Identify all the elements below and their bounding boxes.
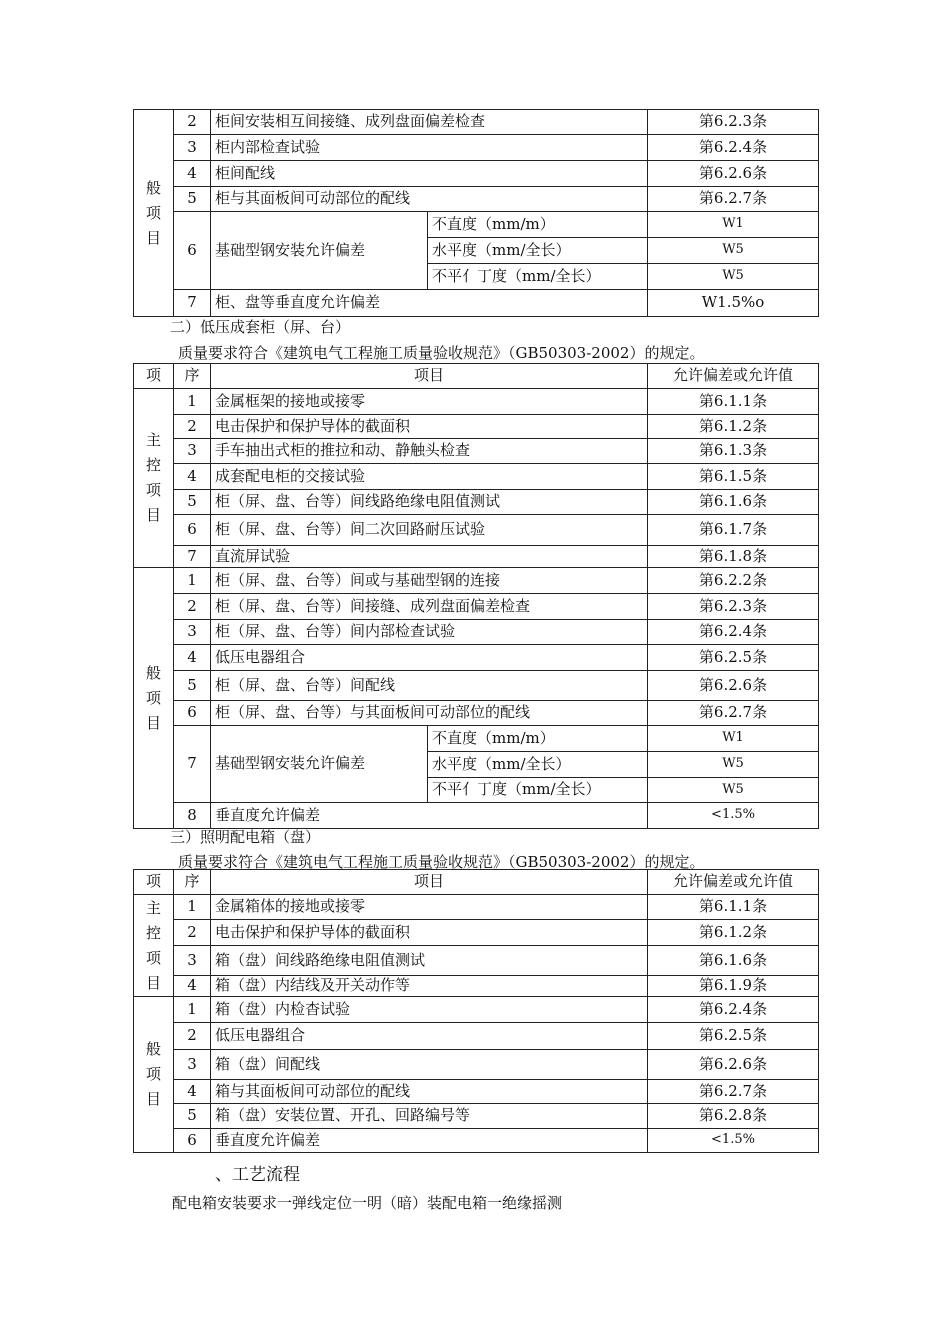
row-item: 箱与其面板间可动部位的配线 [211,1080,648,1104]
category-general-label: 般 项 目 [134,568,174,829]
category-general-label: 般 项 目 [134,997,174,1153]
row-reference: 第6.1.2条 [648,920,819,946]
row-number: 3 [174,135,211,161]
section-heading-lighting-box: 三）照明配电箱（盘） [170,828,321,846]
row-item: 柜（屏、盘、台等）与其面板间可动部位的配线 [211,701,648,726]
section-note-lighting-box: 质量要求符合《建筑电气工程施工质量验收规范》（GB50303-2002）的规定。 [178,853,705,871]
row-reference: 第6.2.6条 [648,161,819,187]
category-main-control-label: 主 控 项 目 [134,895,174,997]
row-reference: 第6.2.2条 [648,568,819,594]
row-item: 箱（盘）内结线及开关动作等 [211,976,648,997]
header-tolerance: 允许偏差或允许值 [648,870,819,895]
row-number: 6 [174,701,211,726]
row-reference: 第6.2.5条 [648,1023,819,1050]
row-item: 柜（屏、盘、台等）间二次回路耐压试验 [211,515,648,546]
row-reference: W1.5%o [648,290,819,317]
row-item: 电击保护和保护导体的截面积 [211,920,648,946]
row-item: 箱（盘）内检杳试验 [211,997,648,1023]
row-number: 6 [174,212,211,290]
row-number: 4 [174,1080,211,1104]
row-item: 柜间配线 [211,161,648,187]
header-category: 项 [134,364,174,389]
row-number: 2 [174,1023,211,1050]
row-reference: 第6.1.3条 [648,439,819,464]
row-number: 1 [174,895,211,920]
row-item: 垂直度允许偏差 [211,803,648,829]
row-reference: 第6.2.6条 [648,671,819,701]
row-number: 8 [174,803,211,829]
row-reference: 第6.2.3条 [648,594,819,620]
row-reference: 第6.1.6条 [648,946,819,976]
row-reference: 第6.2.7条 [648,701,819,726]
row-item: 基础型钢安装允许偏差 [211,212,428,290]
category-main-control-label: 主 控 项 目 [134,389,174,568]
row-item: 基础型钢安装允许偏差 [211,726,428,803]
section-heading-process-flow: 、工艺流程 [215,1165,300,1185]
row-item: 箱（盘）间线路绝缘电阻值测试 [211,946,648,976]
row-reference: 第6.1.8条 [648,546,819,568]
row-reference: 第6.1.9条 [648,976,819,997]
row-number: 2 [174,920,211,946]
row-reference: 第6.2.5条 [648,645,819,671]
row-number: 3 [174,620,211,645]
sub-item-label: 不平亻丁度（mm/全长） [428,264,648,290]
sub-item-label: 不直度（mm/m） [428,726,648,752]
row-reference: 第6.1.1条 [648,895,819,920]
row-number: 5 [174,671,211,701]
row-number: 6 [174,515,211,546]
row-number: 7 [174,546,211,568]
section-heading-low-voltage: 二）低压成套柜（屏、台） [170,318,351,336]
row-number: 5 [174,490,211,515]
header-sequence: 序 [174,364,211,389]
row-reference: 第6.1.5条 [648,464,819,490]
row-item: 箱（盘）安装位置、开孔、回路编号等 [211,1104,648,1129]
row-number: 3 [174,1050,211,1080]
table-cabinet-continued [133,109,819,317]
header-sequence: 序 [174,870,211,895]
row-reference: <1.5% [648,803,819,829]
row-reference: 第6.2.4条 [648,135,819,161]
row-number: 4 [174,464,211,490]
row-number: 1 [174,997,211,1023]
row-reference: 第6.2.4条 [648,620,819,645]
row-number: 7 [174,726,211,803]
row-reference: 第6.2.3条 [648,110,819,135]
row-reference: 第6.2.7条 [648,187,819,212]
row-item: 成套配电柜的交接试验 [211,464,648,490]
row-reference: 第6.2.8条 [648,1104,819,1129]
header-item: 项目 [211,364,648,389]
row-item: 金属框架的接地或接零 [211,389,648,415]
row-number: 1 [174,389,211,415]
row-item: 柜（屏、盘、台等）间接缝、成列盘面偏差检查 [211,594,648,620]
header-item: 项目 [211,870,648,895]
row-item: 柜、盘等垂直度允许偏差 [211,290,648,317]
sub-item-label: 水平度（mm/全长） [428,752,648,778]
row-number: 2 [174,110,211,135]
row-number: 7 [174,290,211,317]
sub-item-label: 不平亻丁度（mm/全长） [428,778,648,803]
table-lighting-distribution-box [133,869,819,1153]
category-general-label: 般 项 目 [134,110,174,317]
row-number: 6 [174,1129,211,1153]
row-reference: 第6.1.6条 [648,490,819,515]
row-number: 2 [174,594,211,620]
row-item: 垂直度允许偏差 [211,1129,648,1153]
row-number: 4 [174,645,211,671]
row-reference: 第6.2.6条 [648,1050,819,1080]
sub-item-value: W1 [648,212,819,238]
row-item: 直流屏试验 [211,546,648,568]
row-item: 金属箱体的接地或接零 [211,895,648,920]
sub-item-value: W1 [648,726,819,752]
row-item: 手车抽出式柜的推拉和动、静触头检查 [211,439,648,464]
row-number: 3 [174,946,211,976]
table-low-voltage-cabinet [133,363,819,829]
row-number: 5 [174,187,211,212]
row-item: 电击保护和保护导体的截面积 [211,415,648,439]
row-reference: 第6.1.2条 [648,415,819,439]
row-item: 柜（屏、盘、台等）间或与基础型钢的连接 [211,568,648,594]
row-item: 低压电器组合 [211,1023,648,1050]
row-item: 柜（屏、盘、台等）间内部检查试验 [211,620,648,645]
row-reference: 第6.1.1条 [648,389,819,415]
header-tolerance: 允许偏差或允许值 [648,364,819,389]
sub-item-value: W5 [648,778,819,803]
row-number: 1 [174,568,211,594]
row-reference: <1.5% [648,1129,819,1153]
row-item: 柜内部检查试验 [211,135,648,161]
row-number: 5 [174,1104,211,1129]
sub-item-value: W5 [648,238,819,264]
row-number: 3 [174,439,211,464]
row-item: 柜（屏、盘、台等）间线路绝缘电阻值测试 [211,490,648,515]
row-number: 4 [174,976,211,997]
row-item: 箱（盘）间配线 [211,1050,648,1080]
sub-item-label: 水平度（mm/全长） [428,238,648,264]
row-reference: 第6.2.4条 [648,997,819,1023]
header-category: 项 [134,870,174,895]
sub-item-value: W5 [648,264,819,290]
section-note-low-voltage: 质量要求符合《建筑电气工程施工质量验收规范》（GB50303-2002）的规定。 [178,344,705,362]
process-flow-text: 配电箱安装要求一弹线定位一明（暗）装配电箱一绝缘摇测 [172,1194,563,1212]
row-item: 低压电器组合 [211,645,648,671]
row-item: 柜间安装相互间接缝、成列盘面偏差检查 [211,110,648,135]
sub-item-label: 不直度（mm/m） [428,212,648,238]
sub-item-value: W5 [648,752,819,778]
row-number: 4 [174,161,211,187]
row-item: 柜与其面板间可动部位的配线 [211,187,648,212]
row-item: 柜（屏、盘、台等）间配线 [211,671,648,701]
row-reference: 第6.1.7条 [648,515,819,546]
row-number: 2 [174,415,211,439]
row-reference: 第6.2.7条 [648,1080,819,1104]
